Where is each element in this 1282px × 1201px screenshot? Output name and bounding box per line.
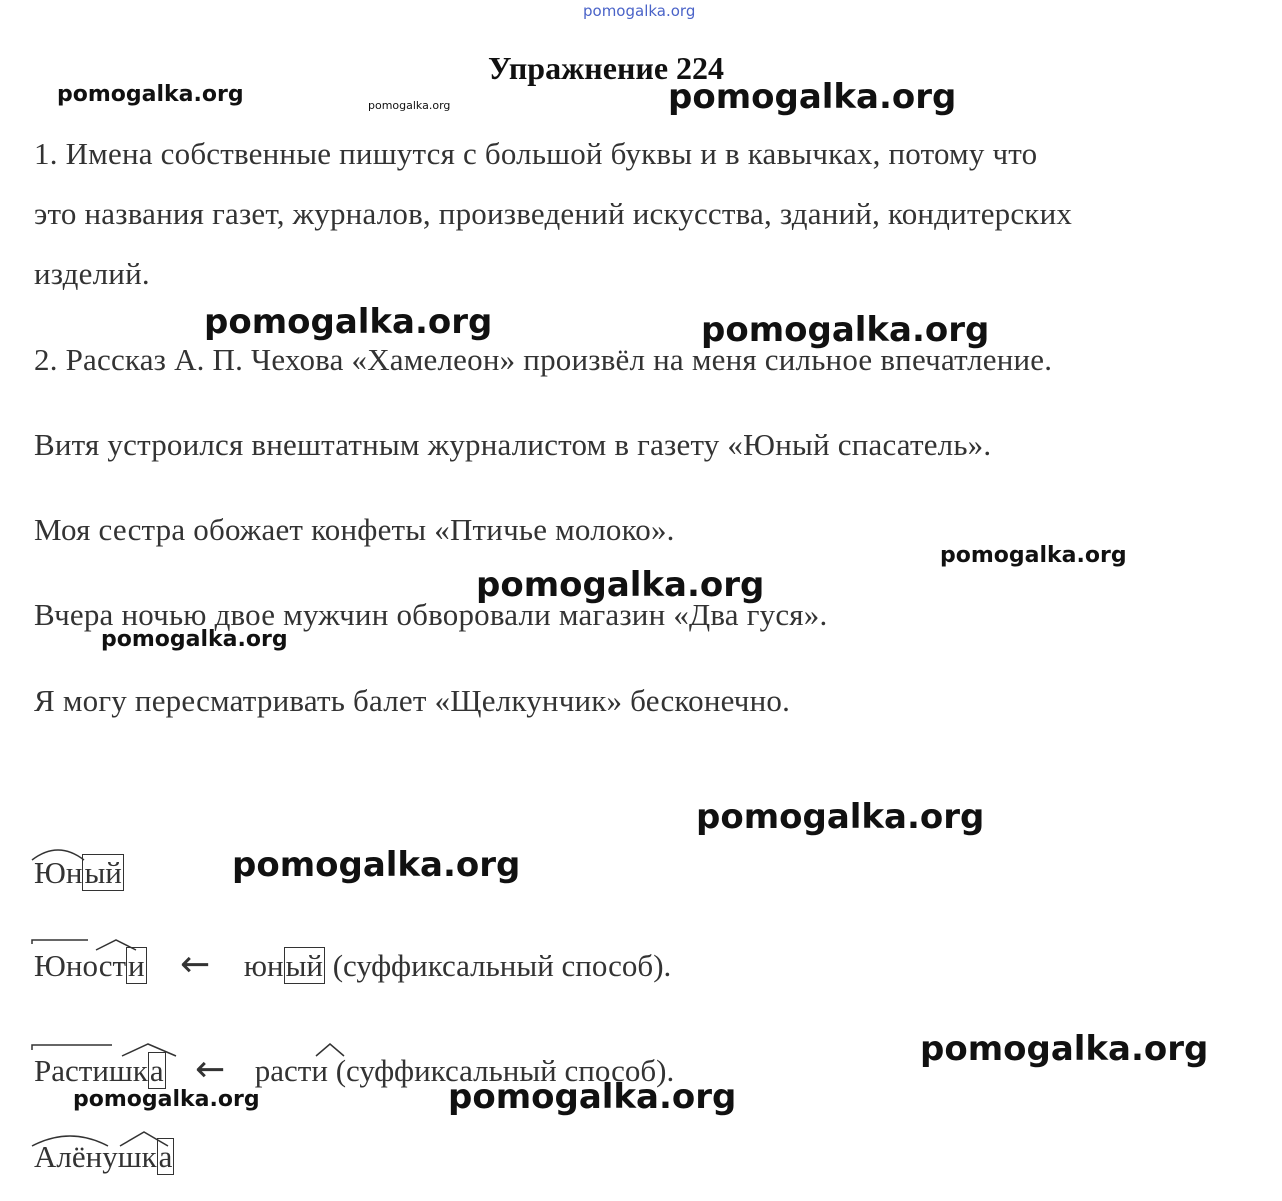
watermark: pomogalka.org	[940, 543, 1127, 568]
paragraph-1-line-3: изделий.	[34, 256, 150, 291]
morph-root: Юн	[34, 948, 83, 983]
watermark: pomogalka.org	[73, 1087, 260, 1112]
morph-ending: а	[158, 1139, 173, 1174]
morph-root: Раст	[34, 1053, 93, 1088]
morph-root-arc-icon	[30, 846, 90, 888]
derivation-arrow: ←	[195, 1049, 226, 1090]
watermark: pomogalka.org	[701, 310, 990, 350]
morph-suffix: ушк	[102, 1139, 157, 1174]
source-root: юн	[243, 948, 284, 983]
morph-suffix: ишк	[92, 1053, 148, 1088]
derivation-note: (суффиксальный способ).	[332, 948, 672, 983]
morph-root-suffix-marks-icon	[30, 936, 170, 956]
watermark-top: pomogalka.org	[583, 2, 696, 20]
paragraph-1-line-2: это названия газет, журналов, произведений искусства, зданий, кондитерских	[34, 196, 1073, 231]
morph-ending: а	[149, 1053, 164, 1088]
watermark: pomogalka.org	[204, 302, 493, 342]
watermark: pomogalka.org	[232, 845, 521, 885]
derivation-note: (суффиксальный способ).	[335, 1053, 675, 1088]
watermark: pomogalka.org	[368, 99, 451, 112]
paragraph-1-line-1: 1. Имена собственные пишутся с большой буквы и в кавычках, потому что	[34, 136, 1038, 171]
morph-suffix: ост	[82, 948, 127, 983]
sentence-3: Моя сестра обожает конфеты «Птичье молоко».	[34, 512, 675, 547]
sentence-2: Витя устроился внештатным журналистом в газету «Юный спасатель».	[34, 427, 992, 462]
morph-ending: ый	[84, 855, 122, 890]
watermark: pomogalka.org	[101, 627, 288, 652]
morph-ending: и	[128, 948, 145, 983]
morph-root: Юн	[34, 855, 83, 890]
watermark: pomogalka.org	[476, 565, 765, 605]
morph-root: Алён	[34, 1139, 103, 1174]
page-title: Упражнение 224	[488, 50, 725, 86]
sentence-5: Я могу пересматривать балет «Щелкунчик» бесконечно.	[34, 683, 791, 718]
derivation-arrow: ←	[180, 944, 211, 985]
watermark: pomogalka.org	[448, 1077, 737, 1117]
sentence-4: Вчера ночью двое мужчин обворовали магазин «Два гуся».	[34, 597, 828, 632]
morph-root-suffix-marks-icon	[30, 1040, 360, 1062]
source-ending: ый	[285, 948, 323, 983]
watermark: pomogalka.org	[696, 797, 985, 837]
sentence-1: 2. Рассказ А. П. Чехова «Хамелеон» произвёл на меня сильное впечатление.	[34, 342, 1053, 377]
source-suffix: и	[311, 1053, 328, 1088]
watermark: pomogalka.org	[668, 77, 957, 117]
watermark: pomogalka.org	[57, 82, 244, 107]
source-root: раст	[254, 1053, 312, 1088]
watermark: pomogalka.org	[920, 1029, 1209, 1069]
morph-root-suffix-marks-icon	[30, 1128, 200, 1152]
